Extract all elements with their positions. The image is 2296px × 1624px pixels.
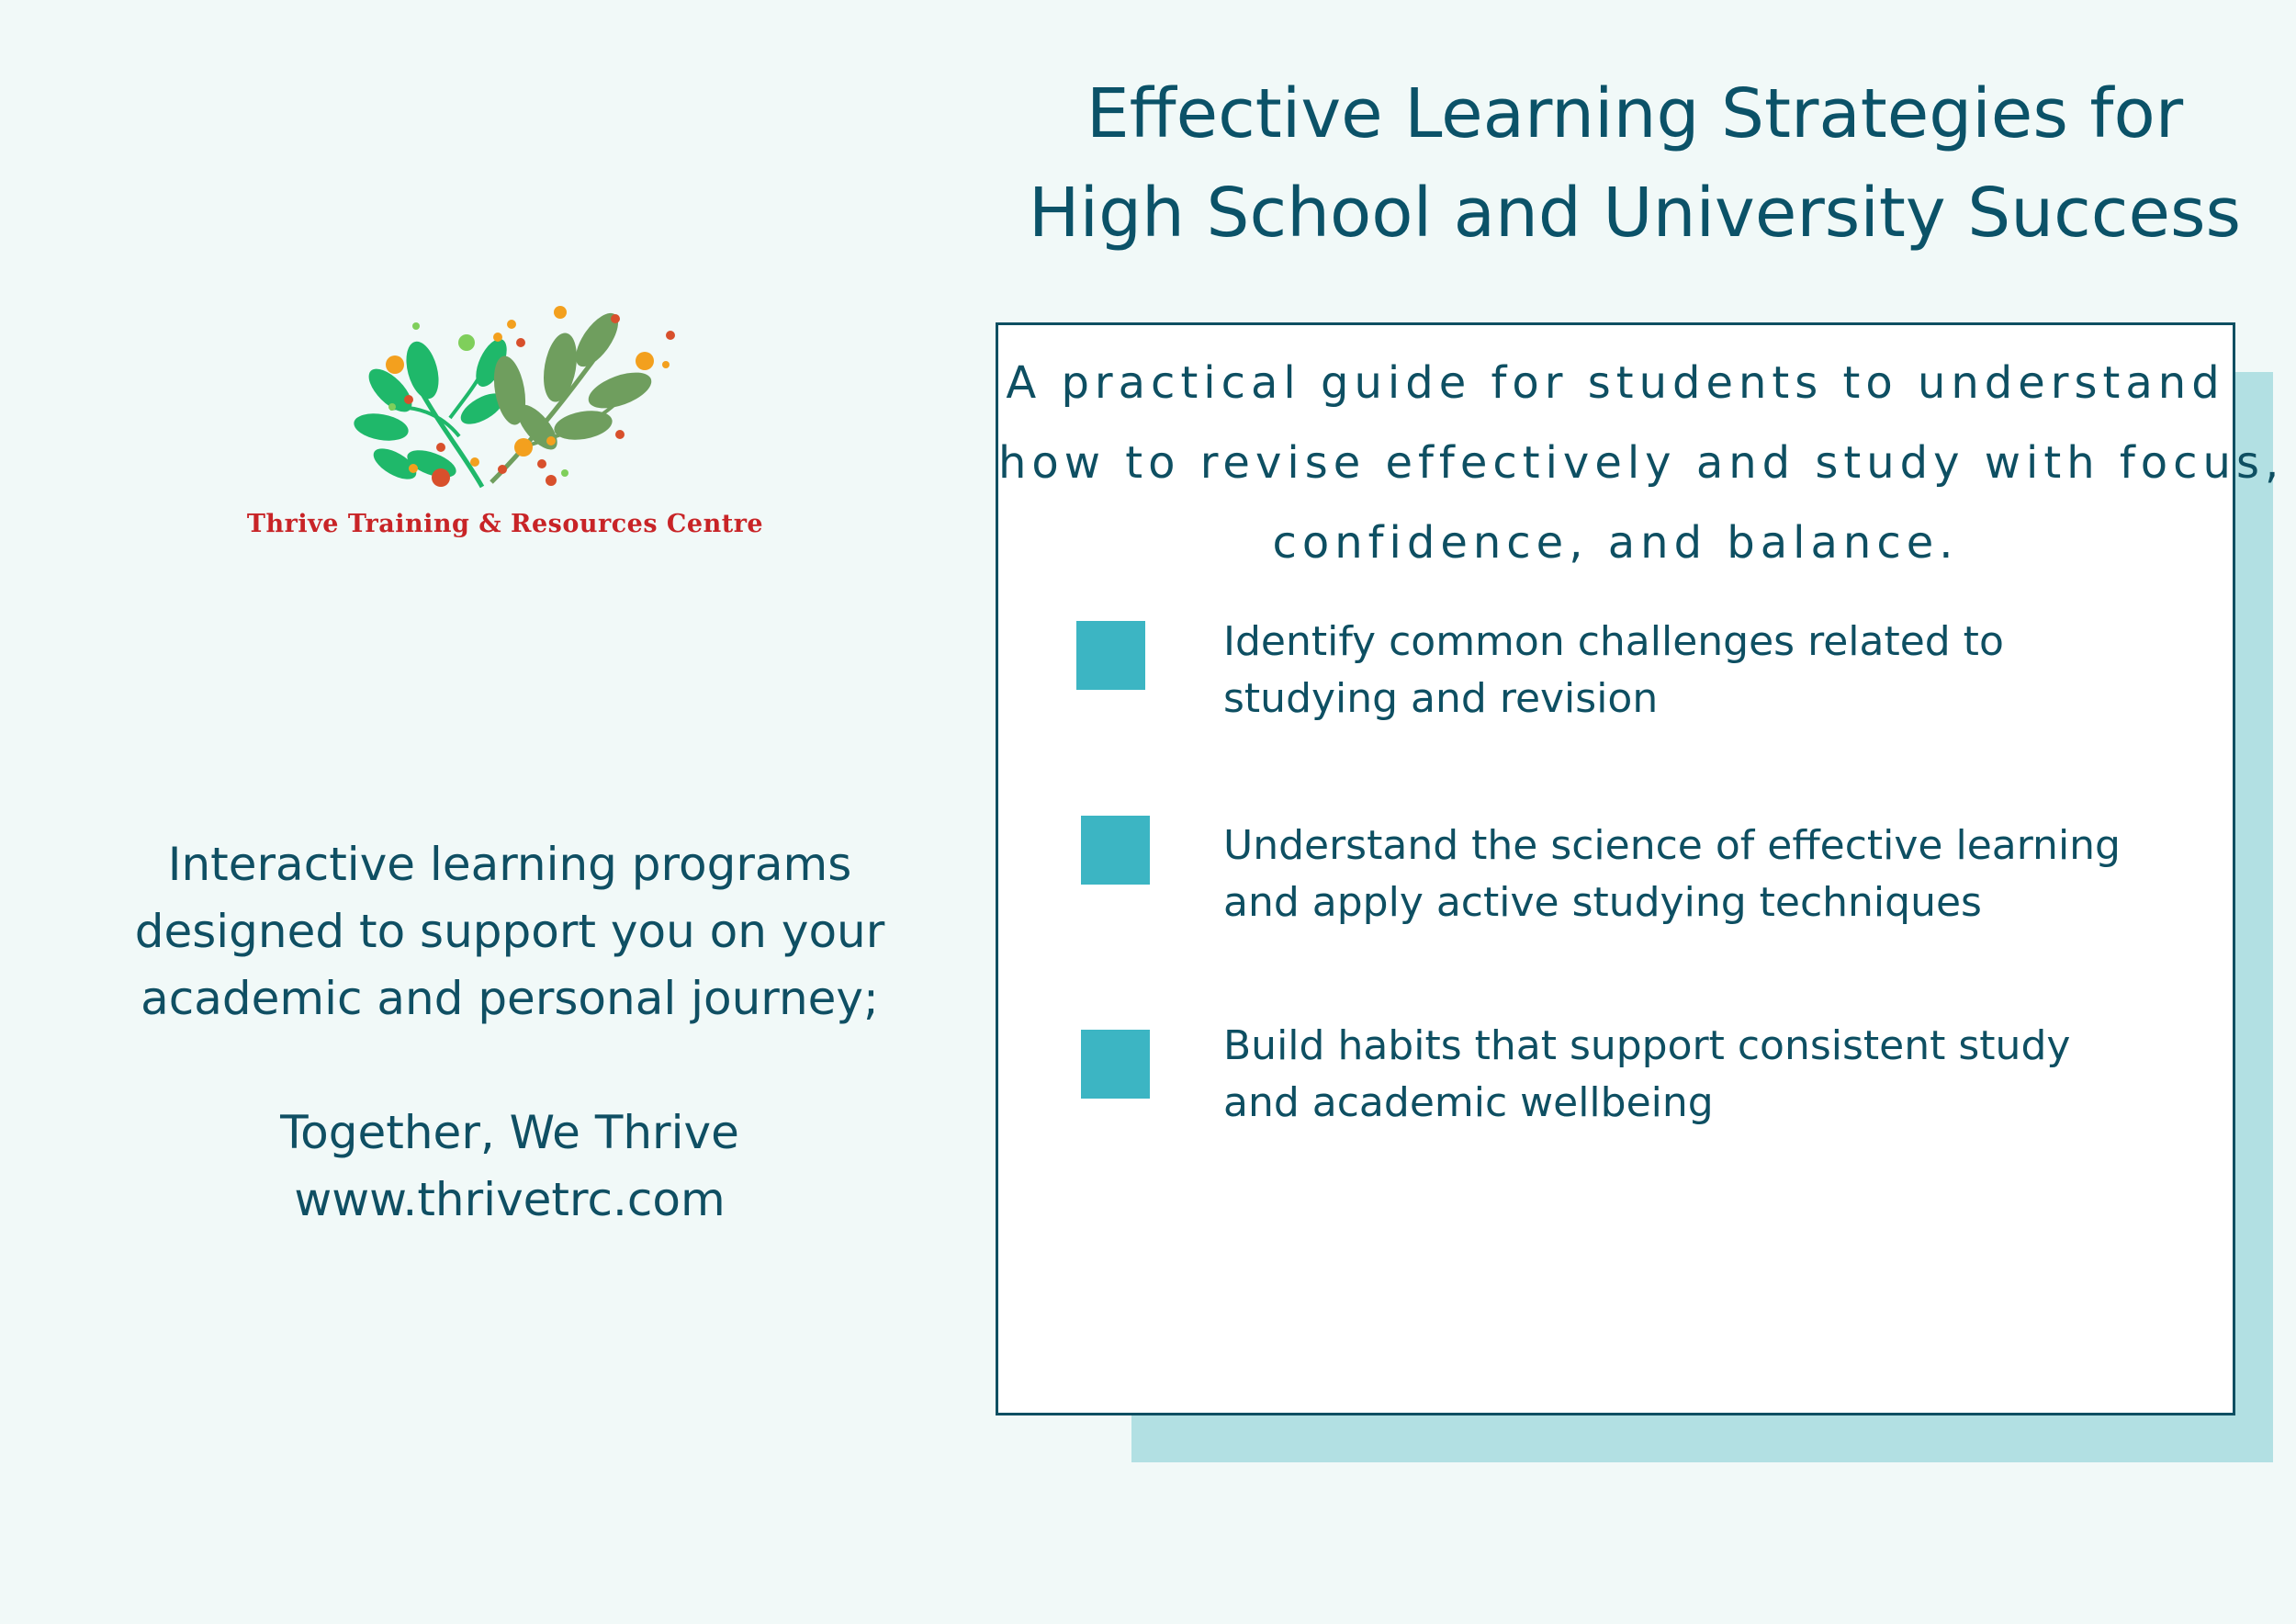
card-description-line-2: how to revise effectively and study with focus, (998, 437, 2285, 489)
title-line-1: Effective Learning Strategies for (1086, 74, 2184, 153)
square-bullet-icon (1081, 816, 1150, 885)
page-title (974, 64, 2296, 263)
card-description-line-1: A practical guide for students to understand (1006, 357, 2225, 409)
square-bullet-icon (1081, 1030, 1150, 1099)
list-item-line-2: and apply active studying techniques (1223, 879, 1982, 926)
intro-line-3: academic and personal journey; (141, 972, 879, 1025)
list-item-line-1: Understand the science of effective learning (1223, 822, 2121, 869)
list-item-text (1223, 818, 2142, 931)
intro-line-2: designed to support you on your (134, 905, 885, 958)
tagline: Together, We Thrive (280, 1106, 739, 1159)
list-item-line-1: Build habits that support consistent study (1223, 1022, 2071, 1069)
intro-line-1: Interactive learning programs (167, 838, 852, 891)
intro-text (73, 831, 946, 1234)
logo-wordmark: Thrive Training & Resources Centre (246, 510, 764, 538)
list-item-line-1: Identify common challenges related to (1223, 618, 2004, 665)
list-item-text (1223, 614, 2142, 727)
list-item-line-2: and academic wellbeing (1223, 1079, 1714, 1126)
website-link[interactable]: www.thrivetrc.com (294, 1173, 726, 1226)
list-item-line-2: studying and revision (1223, 675, 1659, 722)
info-card (996, 322, 2285, 1415)
title-line-2: High School and University Success (1028, 174, 2242, 253)
card-description (998, 344, 2285, 583)
list-item-text (1223, 1018, 2142, 1132)
card-description-line-3: confidence, and balance. (1272, 517, 1959, 569)
square-bullet-icon (1076, 621, 1145, 690)
